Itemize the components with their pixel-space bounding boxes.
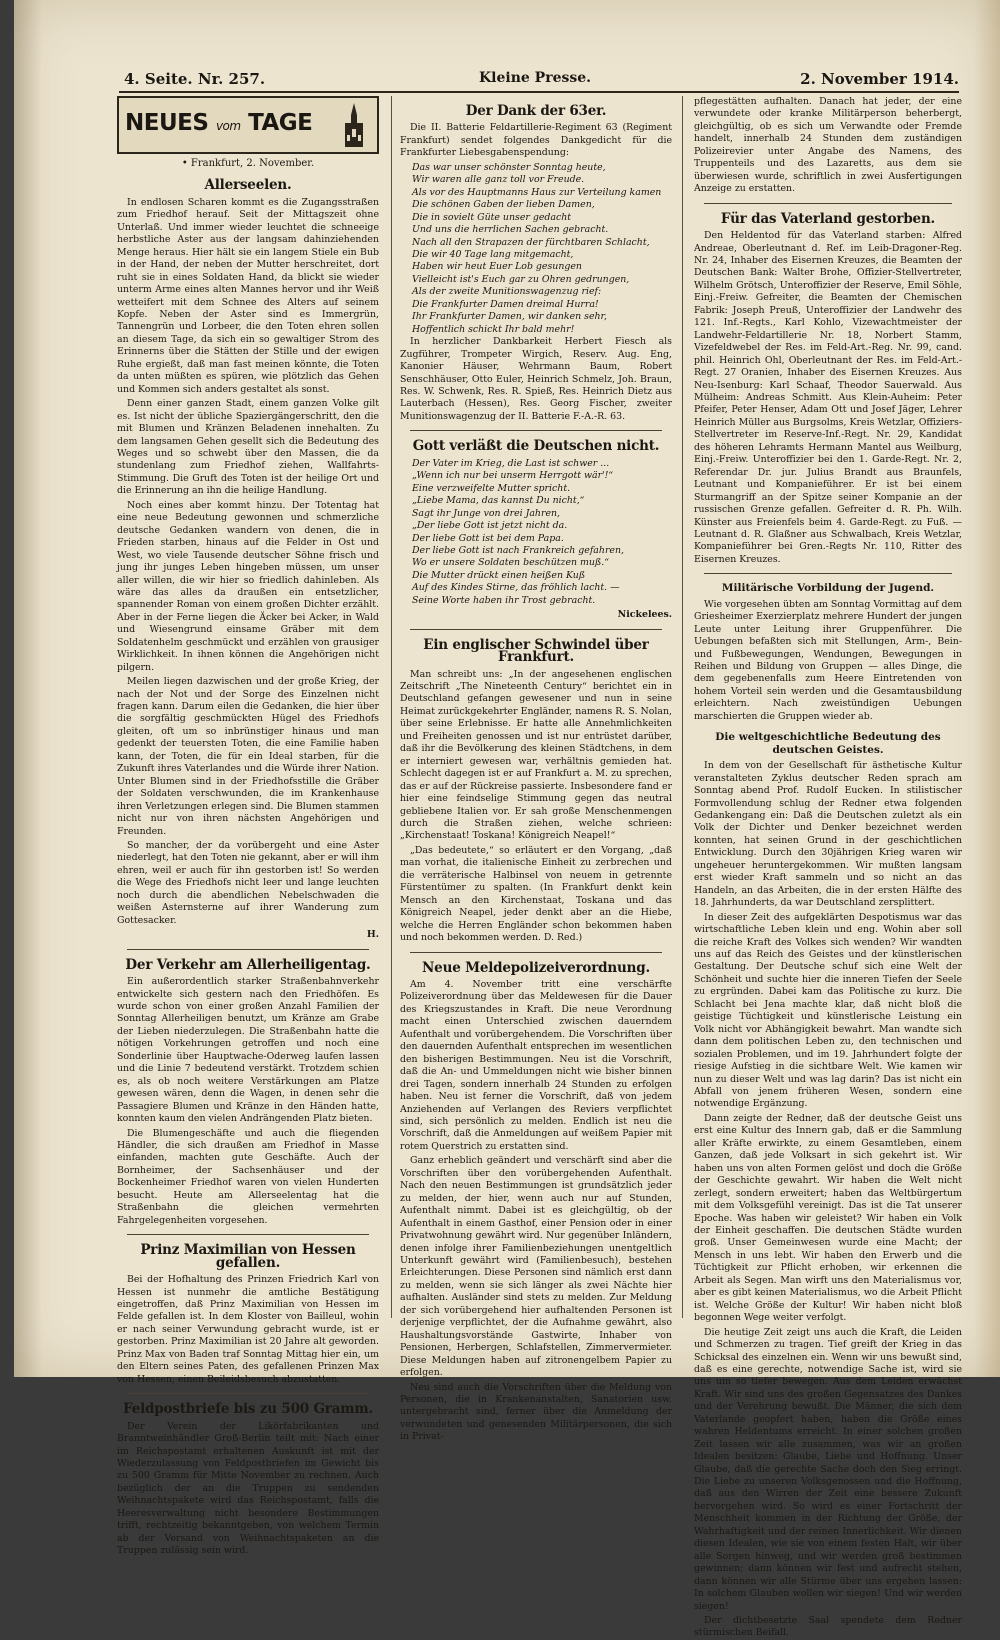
poem-line: Ihr Frankfurter Damen, wir danken sehr, (412, 311, 607, 323)
column-divider (682, 96, 683, 1318)
article-paragraph: Noch eines aber kommt hinzu. Der Totentag hat eine neue Bedeutung gewonnen und schmerzliche deutsche Gedanken wandern von denen, die in Frieden starben, hinaus auf die Felder in Ost und West, wo viele Tausende deutscher Söhne frisch und jung ihr junges Leben hingeben müssen, um unser aller willen, die wir hier so friedlich dahinleben. Als wäre das alles da draußen ein entsetzlicher, spannender Roman von einem großen Dichter erzählt. Aber in der Ferne liegen die Äcker bei Acker, in Wald und Wiesengrund einsame Gräber mit dem Soldatenhelm geschmückt und erzählen von grausiger Wirklichkeit. In ihnen können die Angehörigen nicht pilgern. (117, 499, 379, 673)
poem-line: Der liebe Gott ist bei dem Papa. (412, 532, 564, 544)
header-rule (119, 91, 959, 93)
newspaper-page (14, 0, 1000, 1639)
poem-line: Hoffentlich schickt Ihr bald mehr! (412, 323, 575, 335)
poem-line: Als vor des Hauptmanns Haus zur Verteilung kamen (412, 186, 662, 198)
poem-line: Die in sovielt Güte unser gedacht (412, 211, 572, 223)
article-title: Neue Meldepolizeiverordnung. (422, 959, 650, 976)
poem-line: Der liebe Gott ist nach Frankreich gefahren, (412, 544, 624, 556)
newspaper-title: Kleine Presse. (479, 70, 592, 86)
article-paragraph: Wie vorgesehen übten am Sonntag Vormittag auf dem Griesheimer Exerzierplatz mehrere Hundert der jungen Leute unter Leitung ihrer Gruppenführer. Die Uebungen befaßten sich mit Stellungen, Arm-, Bein- und Fußbewegungen, Wendungen, Bewegungen in Reihen und Bildung von Gruppen — alles Dinge, die dem gegebenenfalls zum Heere Eintretenden von hohem Vorteil sein werden und die Gesamtausbildung erleichtern. Nach zweistündigen Uebungen marschierten die Gruppen wieder ab. (694, 598, 962, 722)
article-title: Militärische Vorbildung der Jugend. (721, 582, 935, 595)
poem-line: Auf des Kindes Stirne, das fröhlich lacht. — (412, 582, 620, 594)
page-header (119, 70, 959, 92)
logo-word-tage: TAGE (248, 110, 313, 137)
article-signature: Nickelees. (617, 609, 672, 621)
article-paragraph: In dem von der Gesellschaft für ästhetische Kultur veranstalteten Zyklus deutscher Reden sprach am Sonntag abend Prof. Rudolf Eucken. In stilistischer Formvollendung schlug der Redner etwa folgenden Gedankengang ein: Daß die Deutschen zuletzt als ein Volk der Dichter und Denker bezeichnet werden konnten, hat seinen Grund in der geschichtlichen Entwicklung. Durch den 30jährigen Krieg waren wir ungeheuer heruntergekommen. Wir mußten langsam erst wieder Kraft sammeln und so nicht an das Handeln, an das Arbeiten, die in der ersten Hälfte des 18. Jahrhunderts, da war Deutschland zersplittert. (694, 760, 962, 909)
article-title: Der Dank der 63er. (465, 103, 607, 119)
article-paragraph: Neu sind auch die Vorschriften über die Meldung von Personen, die in Krankenanstalten, Sanatorien usw. untergebracht sind, ferner über die Anmeldung der verwundeten und genesenden Militärpersonen, die sich in Privat- (400, 1381, 672, 1443)
article-paragraph: Dann zeigte der Redner, daß der deutsche Geist uns erst eine Kultur des Innern gab, daß er die Sammlung aller Kräfte erwirkte, zu einem Gesamtleben, einem Ganzen, daß jede Volksart in sich gekehrt ist. Wir haben uns von alten Formen gelöst und doch die Größe der Geschichte gewahrt. Wir haben die Welt nicht zerlegt, sondern erweitert; haben das Weltbürgertum mit dem Volksgefühl vereinigt. Das ist die Tat unserer Epoche. Was haben wir geleistet? Wir haben ein Volk der Einheit geschaffen. Die deutschen Städte wurden groß. Unser Gemeinwesen wurde eine Macht; der Mensch in uns lebt. Wir haben den Erwerb und die Tüchtigkeit zur Pflicht erhoben, wir erkennen die Arbeit als Segen. Man wirft uns den Materialismus vor, aber es gibt keinen Materialismus, wo die Arbeit Pflicht ist. Welche Größe der Kultur! Wir haben nicht bloß begonnen Wege weiter verfolgt. (694, 1112, 962, 1324)
poem-line: Wir waren alle ganz toll vor Freude. (412, 174, 585, 186)
cathedral-icon (337, 101, 371, 149)
article-paragraph: pflegestätten aufhalten. Danach hat jeder, der eine verwundete oder kranke Militärperson beherbergt, gleichgültig, ob es sich um Verwandte oder Fremde handelt, innerhalb 24 Stunden dem zuständigen Polizeirevier unter Angabe des Namens, des Truppenteils und des Lazaretts, aus dem sie überwiesen wurde, schriftlich in zwei Ausfertigungen Anzeige zu erstatten. (694, 96, 962, 195)
logo-word-vom: vom (215, 119, 241, 134)
poem (400, 458, 672, 607)
poem-line: Seine Worte haben ihr Trost gebracht. (412, 594, 596, 606)
article-title: Prinz Maximilian von Hessen gefallen. (140, 1242, 356, 1271)
poem-line: „Der liebe Gott ist jetzt nicht da. (412, 520, 568, 532)
page-edge-shading (974, 0, 1000, 1377)
article-paragraph: Bei der Hofhaltung des Prinzen Friedrich Karl von Hessen ist nunmehr die amtliche Bestätigung eingetroffen, daß Prinz Maximilian von Hessen im Felde gefallen ist. In dem Kloster von Bailleul, wohin er nach seiner Verwundung gebracht wurde, ist er gestorben. Prinz Maximilian ist 20 Jahre alt geworden. Prinz Max von Baden traf Sonntag Mittag hier ein, um den Eltern seines Paten, des gefallenen Prinzen Max von Hessen, einen Beileidsbesuch abzustatten. (117, 1274, 379, 1385)
article-title: Die weltgeschichtliche Bedeutung des deutschen Geistes. (715, 731, 941, 756)
issue-date: 2. November 1914. (800, 70, 959, 88)
article-paragraph: In dieser Zeit des aufgeklärten Despotismus war das wirtschaftliche Leben klein und eng. Wohin aber soll die reiche Kraft des Volkes sich wenden? Wir wandten uns auf das Reich des Geistes und der künstlerischen Gestaltung. Der Deutsche schuf sich eine Welt der Schönheit und suchte hier die inneren Tiefen der Seele zu ergründen. Dabei kam das Politische zu kurz. Die Schlacht bei Jena machte klar, daß nicht bloß die geistige Tüchtigkeit und künstlerische Leistung ein Volk nicht vor Abhängigkeit bewahrt. Man wandte sich dann dem politischen Leben zu, den technischen und sozialen Problemen, und im 19. Jahrhundert folgte der riesige Aufstieg in die sichtbare Welt. Wie kamen wir nun zu dieser Welt und was lag darin? Das ist nicht ein Abfall von jenem früheren Wesen, sondern eine notwendige Ergänzung. (694, 911, 962, 1110)
poem-line: Wo er unsere Soldaten beschützen muß.“ (412, 557, 609, 569)
article-separator (410, 430, 662, 431)
article-separator (410, 952, 662, 953)
article-title: Ein englischer Schwindel über Frankfurt. (423, 636, 649, 666)
article-paragraph: Die II. Batterie Feldartillerie-Regiment 63 (Regiment Frankfurt) sendet folgendes Dankgedicht für die Frankfurter Liebesgabenspendung: (400, 122, 672, 159)
article-signature: H. (366, 929, 379, 941)
article-paragraph: Meilen liegen dazwischen und der große Krieg, der nach der Not und der Sorge des Einzelnen nicht fragen kann. Darum eilen die Gedanken, die hier über die sorgfältig geschmückten Hügel des Friedhofs gleiten, oft um so inbrünstiger hinaus und man gedenkt der teuersten Toten, die eine Familie haben kann, der Toten, die für ein Ideal starben, für die Zukunft ihres Vaterlandes und die Würde ihrer Nation. Unter Blumen sind in der Friedhofsstille die Gräber der Soldaten verschwunden, die im Krankenhause ihren Verletzungen erlegen sind. Die Blumen stammen nicht nur von ihren nächsten Angehörigen und Freunden. (117, 676, 379, 837)
article-paragraph: Den Heldentod für das Vaterland starben: Alfred Andreae, Oberleutnant d. Ref. im Leib-Dragoner-Reg. Nr. 24, Inhaber des Eisernen Kreuzes, die Beamten der Deutschen Bank: Walter Brohe, Offizier-Stellvertreter, Wilhelm Grötsch, Unteroffizier der Reserve, Emil Söhle, Einj.-Freiw. Gefreiter, die Beamten der Chemischen Fabrik: Joseph Preuß, Unteroffizier der Landwehr des 121. Inf.-Regts., Karl Kohlo, Vizewachtmeister der Landwehr-Feldartillerie Nr. 18, Norbert Stamm, Vizefeldwebel der Res. im Feld-Art.-Reg. Nr. 99, cand. phil. Heinrich Ohl, Oberleutnant der Res. im Feld-Art.-Regt. 27 Oranien, Inhaber des Eisernen Kreuzes. Aus Neu-Isenburg: Karl Schaaf, Theodor Sauerwald. Aus Mülheim: Andreas Schmitt. Aus Klein-Auheim: Peter Pfeifer, Peter Henser, Adam Ott und Josef Jäger, Lehrer Heinrich Müller aus Burgsolms, Kreis Wetzlar, Offiziers-Stellvertreter im Reserve-Inf.-Regt. Nr. 29, Kandidat des höheren Lehramts Hermann Mantel aus Weilburg, Einj.-Freiw. Unteroffizier bei den 1. Garde-Regt. Nr. 2, Referendar Dr. jur. Julius Brandt aus Braunfels, Leutnant und Kompanieführer. Er ist bei einem Sturmangriff an der Spitze seiner Kompanie an der russischen Grenze gefallen. Gefreiter d. R. Ph. Wilh. Künster aus Freienfels beim 4. Garde-Regt. zu Fuß. — Leutnant d. R. Glaßner aus Schwalbach, Kreis Wetzlar, Kompanieführer bei Gren.-Regts Nr. 110, Ritter des Eisernen Kreuzes. (694, 230, 962, 565)
column-2 (400, 96, 672, 1443)
article-paragraph: Der dichtbesetzte Saal spendete dem Redner stürmischen Beifall. (694, 1615, 962, 1639)
article-title: Gott verläßt die Deutschen nicht. (412, 438, 660, 455)
section-logo-text (125, 110, 313, 137)
article-paragraph: In herzlicher Dankbarkeit Herbert Fiesch als Zugführer, Trompeter Wirgich, Reserv. Aug. Eng, Kanonier Häuser, Wehrmann Baum, Robert Senschhäuser, Otto Euler, Heinrich Schmelz, Joh. Braun, Res. W. Schwenk, Res. R. Spieß, Res. Heinrich Dietz aus Lauterbach (Hessen), Res. Georg Fischer, zweiter Munitionswagenzug der II. Batterie F.-A.-R. 63. (400, 336, 672, 422)
article-paragraph: Denn einer ganzen Stadt, einem ganzen Volke gilt es. Ist nicht der übliche Spaziergängerschritt, den die mit Blumen und Kränzen Beladenen innehalten. Zu dem langsamen Gehen gesellt sich die Bedeutung des Weges und so schwebt über den Massen, die da stundenlang zum Friedhof ziehen, Wallfahrts-Stimmung. Die Gruft des Toten ist der heilige Ort und die Erinnerung an ihn die heilige Handlung. (117, 398, 379, 497)
page-number: 4. Seite. Nr. 257. (124, 70, 266, 88)
article-paragraph: Die Blumengeschäfte und auch die fliegenden Händler, die sich draußen am Friedhof in Masse einfanden, machten gute Geschäfte. Auch der Bornheimer, der Sachsenhäuser und der Bockenheimer Friedhof waren von vielen Hunderten besucht. Heute am Allerseelentag hat die Straßenbahn die gleichen vermehrten Fahrgelegenheiten vorgesehen. (117, 1127, 379, 1226)
poem-line: Die Mutter drückt einen heißen Kuß (412, 569, 586, 581)
section-logo (117, 96, 379, 154)
article-paragraph: So mancher, der da vorübergeht und eine Aster niederlegt, hat den Toten nie gekannt, aber er will ihm ehren, weil er auch für ihn gestorben ist! So werden die Wege des Friedhofs nicht leer und lange leuchten noch durch die abendlichen Nebelschwaden die weißen Asternsterne auf ihrer Wanderung zum Gottesacker. (117, 840, 379, 926)
article-paragraph: Ein außerordentlich starker Straßenbahnverkehr entwickelte sich gestern nach den Friedhöfen. Es wurde schon von einer großen Anzahl Familien der Sonntag Allerheiligen benutzt, um Kränze am Grabe der Lieben niederzulegen. Die Straßenbahn hatte die nötigen Vorkehrungen getroffen und noch eine Sonderlinie über Hauptwache-Oderweg laufen lassen und die Linie 7 bedeutend verstärkt. Trotzdem schien es, als ob noch weitere Verstärkungen am Platze gewesen wären, denn die Wagen, in denen sehr die Passagiere Blumen und Kränze in den Händen hatte, konnten kaum den vielen Andrängenden Platz bieten. (117, 976, 379, 1125)
dateline: • Frankfurt, 2. November. (181, 158, 315, 169)
article-title: Der Verkehr am Allerheiligentag. (125, 956, 371, 973)
article-separator (127, 949, 369, 950)
article-separator (127, 1234, 369, 1235)
article-paragraph: Der Verein der Likörfabrikanten und Branntweinhändler Groß-Berlin teilt mit: Nach einer im Reichspostamt erhaltenen Auskunft ist mit der Wiederzulassung von Feldpostbriefen im Gewicht bis zu 500 Gramm für Mitte November zu rechnen. Auch bezüglich der an die Truppen zu sendenden Weihnachtspakete wird das Reichspostamt, falls die Heeresverwaltung nicht besondere Bestimmungen trifft, rechtzeitig bekanntgeben, von welchem Termin ab der Versand von Weihnachtspaketen an die Truppen zulässig sein wird. (117, 1420, 379, 1557)
poem-line: Sagt ihr Junge von drei Jahren, (412, 507, 561, 519)
article-paragraph: Die heutige Zeit zeigt uns auch die Kraft, die Leiden und Schmerzen zu tragen. Tief greift der Krieg in das Schicksal des einzelnen ein. Wenn wir uns bewußt sind, daß es eine gerechte, notwendige Sache ist, wird sie uns um so tiefer bewegen. Aus dem Leiden erwächst Kraft. Wir sind uns des großen Gegensatzes des Dankes und der Verehrung bewußt. Die Männer, die sich dem Vaterlande geopfert haben, haben die Größe eines wahren Heldentums erreicht. In einer solchen großen Zeit lassen wir alle zusammen, was wir an großen Idealen besitzen: Glaube, Liebe und Hoffnung. Unser Glaube, daß die gerechte Sache doch den Sieg erringt. Die Liebe zu unseren Volksgenossen und die Hoffnung, daß aus den Wirren der Zeit eine bessere Zukunft hervorgehen wird. So wird es einer Fortschritt der Menschheit kommen in der Richtung der Größe, der Wahrhaftigkeit und der reinen Innerlichkeit. Wir dienen diesen Idealen, wie sie von einem festen Halt, wir über alle Sorgen hinweg, und wir werden groß bestimmen gewinnen; dann können wir fest und aufrecht stehen, dann können wir alle Stürme über uns ergehen lassen: In solchem Glauben wollen wir siegen! Und wir werden siegen! (694, 1326, 962, 1612)
article-separator (127, 1393, 369, 1394)
article-paragraph: Ganz erheblich geändert und verschärft sind aber die Vorschriften über den vorübergehenden Aufenthalt. Nach den neuen Bestimmungen ist grundsätzlich jeder zu melden, der hier, wenn auch nur auf Stunden, Aufenthalt nimmt. Dabei ist es gleichgültig, ob der Aufenthalt in einem Gasthof, einer Pension oder in einer Privatwohnung gewährt wird. Nur gegenüber Inländern, denen infolge ihrer Familienbeziehungen unentgeltlich Unterkunft gewährt wird (Familienbesuch), bestehen Erleichterungen. Diese Personen sind nämlich erst dann zu melden, wenn sie sich länger als zwei Nächte hier aufhalten. Ausländer sind stets zu melden. Zur Meldung der sich vorübergehend hier aufhaltenden Personen ist derjenige verpflichtet, der die Aufnahme gewährt, also Haushaltungsvorstände Gastwirte, Inhaber von Pensionen, Herbergen, Schlafstellen, Zimmervermieter. Diese Meldungen haben auf zitronengelbem Papier zu erfolgen. (400, 1155, 672, 1379)
poem-line: Nach all den Strapazen der fürchtbaren Schlacht, (412, 236, 650, 248)
article-paragraph: In endlosen Scharen kommt es die Zugangsstraßen zum Friedhof herauf. Seit der Mittagszeit ohne Unterlaß. Und immer wieder leuchtet die schneeige herbstliche Aster aus der langsam dahinziehenden Menge heraus. Hier hält sie ein langem Stiele ein Bub in der Hand, der neben der Mutter herschreitet, dort ruht sie in eines Soldaten Hand, da blickt sie wieder unterm Arme eines alten Mannes hervor und ihr Weiß wetteifert mit dem Schnee des Alters auf seinem Kopfe. Neben der Aster sind es Immergrün, Tannengrün und Lorbeer, die den Toten ehren sollen an diesem Tage, da sich ein so gewaltiger Strom des Erinnerns über die Stätten der Stille und der ewigen Ruhe ergießt, daß man fast meinen könnte, die Toten da unten müßten es spüren, wie plötzlich das Gehen und Kommen sich anders gestaltet als sonst. (117, 196, 379, 395)
article-title: Feldpostbriefe bis zu 500 Gramm. (123, 1401, 373, 1418)
poem-line: Eine verzweifelte Mutter spricht. (412, 482, 571, 494)
article-title: Für das Vaterland gestorben. (720, 210, 936, 227)
column-divider (391, 96, 392, 1318)
poem-line: „Liebe Mama, das kannst Du nicht,“ (412, 495, 585, 507)
poem-line: Vielleicht ist's Euch gar zu Ohren gedrungen, (412, 273, 630, 285)
poem-line: Die schönen Gaben der lieben Damen, (412, 199, 595, 211)
logo-word-neues: NEUES (125, 110, 209, 137)
column-3 (694, 96, 962, 1639)
article-title: Allerseelen. (204, 177, 292, 194)
article-separator (704, 203, 952, 204)
article-paragraph: „Das bedeutete,“ so erläutert er den Vorgang, „daß man vorhat, die italienische Einheit zu zerbrechen und die verräterische Halbinsel von neuem in getrennte Fürstentümer zu spalten. (In Frankfurt denkt kein Mensch an den Kirchenstaat, Toskana und das Königreich Neapel, jeder denkt aber an die Hiebe, welche die Herren Engländer schon bekommen haben und noch bekommen werden. D. Red.) (400, 844, 672, 944)
column-1 (117, 96, 379, 1557)
article-separator (704, 573, 952, 574)
article-paragraph: Am 4. November tritt eine verschärfte Polizeiverordnung über das Meldewesen für die Dauer des Kriegszustandes in Kraft. Die neue Verordnung macht einen Unterschied zwischen dauerndem Aufenthalt und vorübergehendem. Die Vorschriften über den dauernden Aufenthalt entsprechen im wesentlichen den bisherigen Bestimmungen. Neu ist die Vorschrift, daß die An- und Ummeldungen nicht wie bisher binnen drei Tagen, sondern innerhalb 24 Stunden zu erfolgen haben. Neu ist ferner die Vorschrift, daß von jedem Anziehenden auf Verlangen des Reviers verpflichtet sind, sich persönlich zu melden. Endlich ist neu die Vorschrift, daß die Anmeldungen auf weißem Papier mit rotem Querstrich zu erstatten sind. (400, 979, 672, 1152)
poem (400, 162, 672, 336)
poem-line: Als der zweite Munitionswagenzug rief: (412, 286, 602, 298)
poem-line: Und uns die herrlichen Sachen gebracht. (412, 224, 609, 236)
poem-line: Die wir 40 Tage lang mitgemacht, (412, 248, 574, 260)
poem-line: Die Frankfurter Damen dreimal Hurra! (412, 298, 599, 310)
poem-line: Haben wir heut Euer Lob gesungen (412, 261, 582, 273)
poem-line: „Wenn ich nur bei unserm Herrgott wär'!“ (412, 470, 614, 482)
poem-line: Das war unser schönster Sonntag heute, (412, 161, 606, 173)
article-separator (410, 629, 662, 630)
poem-line: Der Vater im Krieg, die Last ist schwer ... (412, 457, 610, 469)
article-paragraph: Man schreibt uns: „In der angesehenen englischen Zeitschrift „The Nineteenth Century“ berichtet ein in Deutschland gefangen gewesener und nun in seine Heimat zurückgekehrter Engländer, namens R. S. Nolan, über seine Erlebnisse. Er hatte alle Annehmlichkeiten und Freiheiten genossen und ist nur entrüstet darüber, daß ihr die Bevölkerung des kleinen Städtchens, in dem er interniert gewesen war, verhältnis gemieden hat. Schlecht dagegen ist er auf Frankfurt a. M. zu sprechen, das er auf der Rückreise passierte. Insbesondere fand er hier eine feindselige Stimmung gegen das neutral gebliebene Italien vor. Er sah große Menschenmengen durch die Straßen ziehen, welche schrieen: „Kirchenstaat! Toskana! Königreich Neapel!“ (400, 668, 672, 842)
